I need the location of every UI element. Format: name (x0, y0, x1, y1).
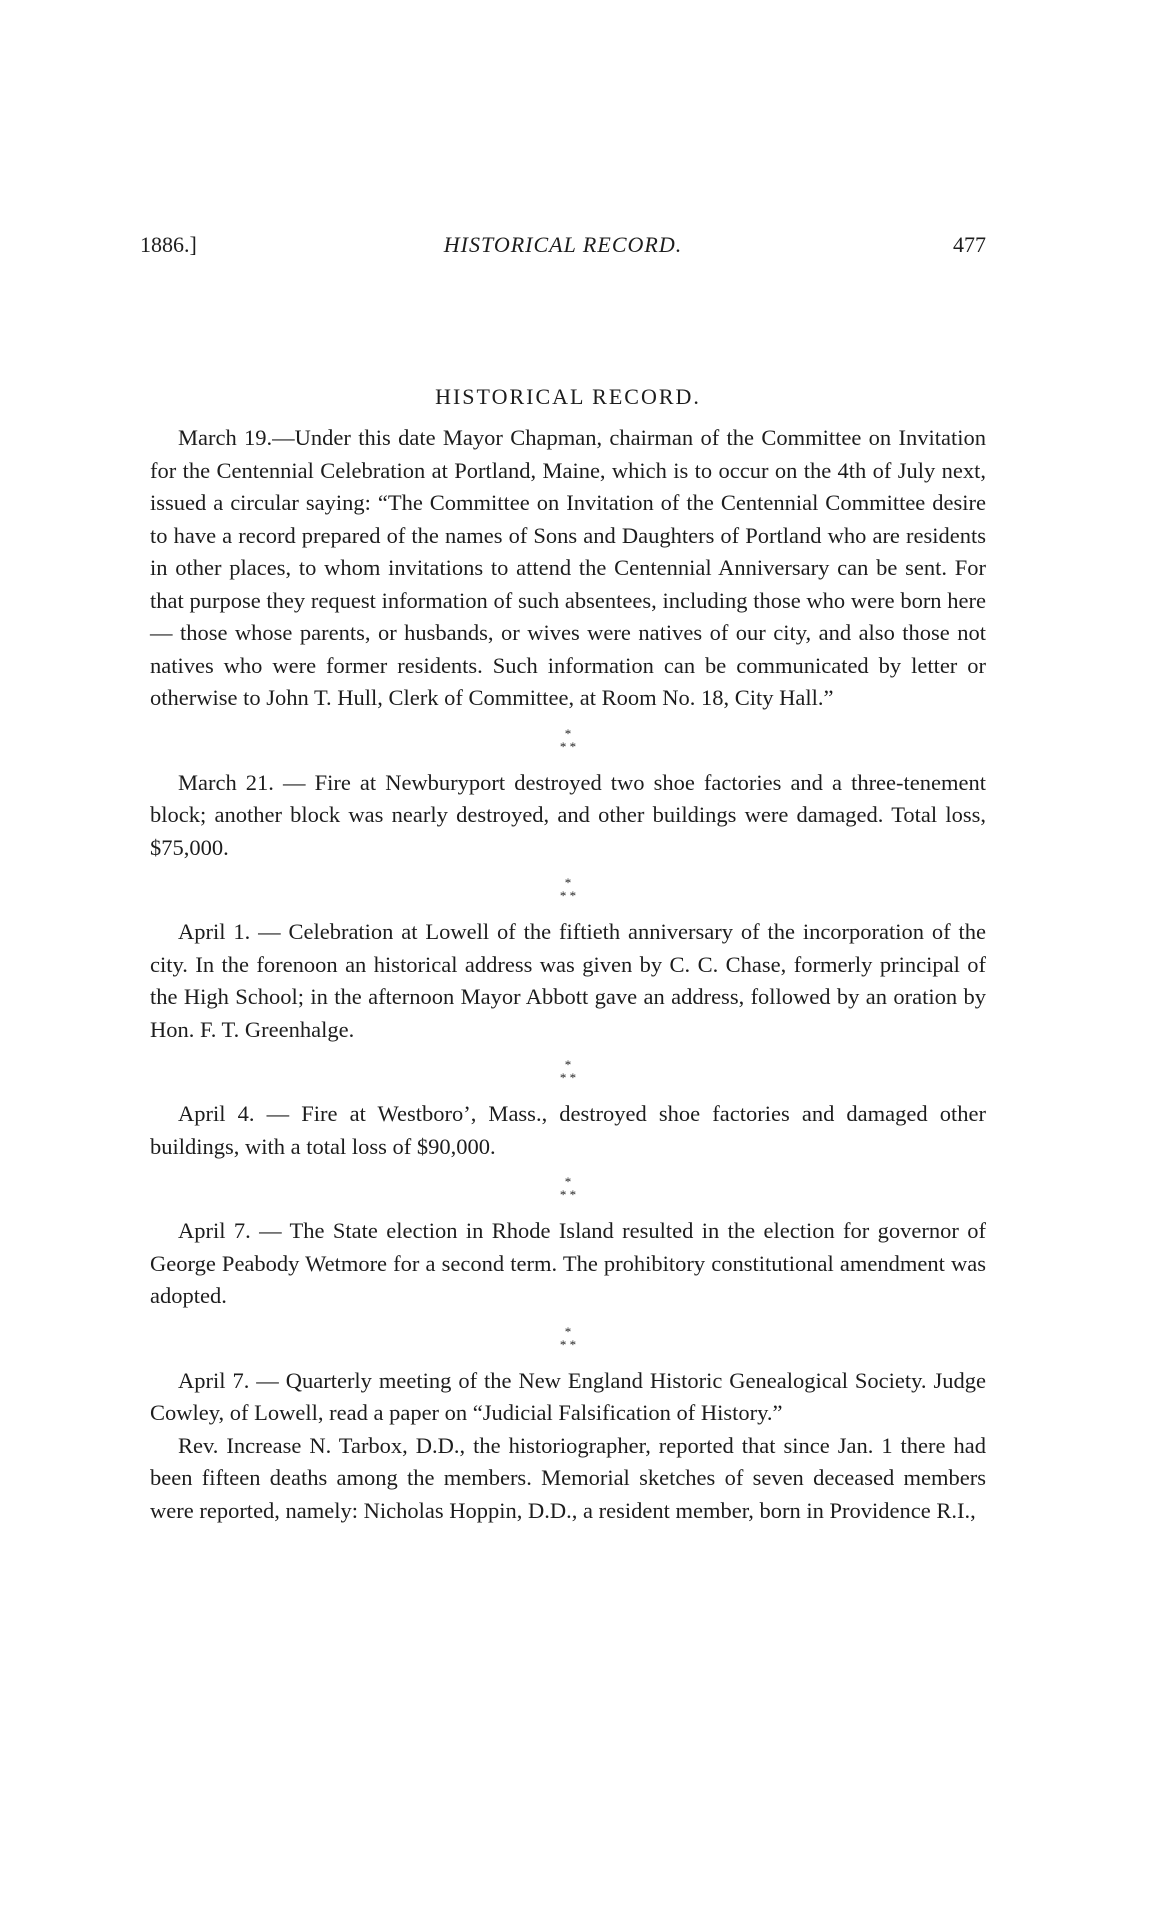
separator-bottom: * * (559, 738, 577, 754)
separator-bottom: * * (559, 1336, 577, 1352)
separator-top: * (564, 1174, 572, 1189)
section-separator (150, 727, 986, 753)
separator-top: * (564, 875, 572, 890)
entry-april-7-election: April 7. — The State election in Rhode Island resulted in the election for governor of George Peabody Wetmore for a second term. The prohibitory constitutional amendment was adopted. (150, 1218, 986, 1308)
separator-top: * (564, 725, 572, 741)
article (150, 382, 986, 1527)
section-separator (150, 1325, 986, 1351)
entry-march-19: March 19.—Under this date Mayor Chapman, chairman of the Committee on Invitation for the Centennial Celebration at Portland, Maine, which is to occur on the 4th of July next, issued a circular saying: “The Committee on Invitation of the Centennial Committee desire to have a record prepared of the names of Sons and Daughters of Portland who are residents in other places, to whom invitations to attend the Centennial Anniversary can be sent. For that purpose they request information of such absentees, including those who were born here — those whose parents, or husbands, or wives were natives of our city, and also those not natives who were former residents. Such information can be communicated by letter or otherwise to John T. Hull, Clerk of Committee, at Room No. 18, City Hall.” (150, 425, 986, 710)
section-separator (150, 1058, 986, 1084)
entry-historiographer-report: Rev. Increase N. Tarbox, D.D., the historiographer, reported that since Jan. 1 there had been fifteen deaths among the members. Memorial sketches of seven deceased members were reported, namely: Nicholas Hoppin, D.D., a resident member, born in Providence R.I., (150, 1432, 986, 1523)
article-title: HISTORICAL RECORD. (435, 384, 701, 409)
entry-april-4: April 4. — Fire at Westboro’, Mass., destroyed shoe factories and damaged other buildings, with a total loss of $90,000. (150, 1101, 986, 1159)
section-separator (150, 876, 986, 902)
page-number: 477 (953, 232, 986, 257)
separator-bottom: * * (559, 1070, 577, 1085)
separator-top: * (564, 1057, 572, 1072)
header-title: HISTORICAL RECORD. (443, 232, 683, 257)
separator-bottom: * * (559, 888, 577, 903)
separator-top: * (564, 1323, 572, 1339)
separator-bottom: * * (559, 1187, 577, 1202)
header-year: 1886.] (140, 232, 197, 257)
section-separator (150, 1175, 986, 1201)
entry-april-1: April 1. — Celebration at Lowell of the fiftieth anniversary of the incorporation of the city. In the forenoon an historical address was given by C. C. Chase, formerly principal of the High School; in the afternoon Mayor Abbott gave an address, followed by an oration by Hon. F. T. Greenhalge. (150, 919, 986, 1042)
running-head (140, 232, 986, 266)
entry-april-7-meeting: April 7. — Quarterly meeting of the New England Historic Genealogical Society. Judge Cowley, of Lowell, read a paper on “Judicial Falsification of History.” (150, 1367, 986, 1425)
entry-march-21: March 21. — Fire at Newburyport destroyed two shoe factories and a three-tenement block; another block was nearly destroyed, and other buildings were damaged. Total loss, $75,000. (150, 769, 986, 860)
